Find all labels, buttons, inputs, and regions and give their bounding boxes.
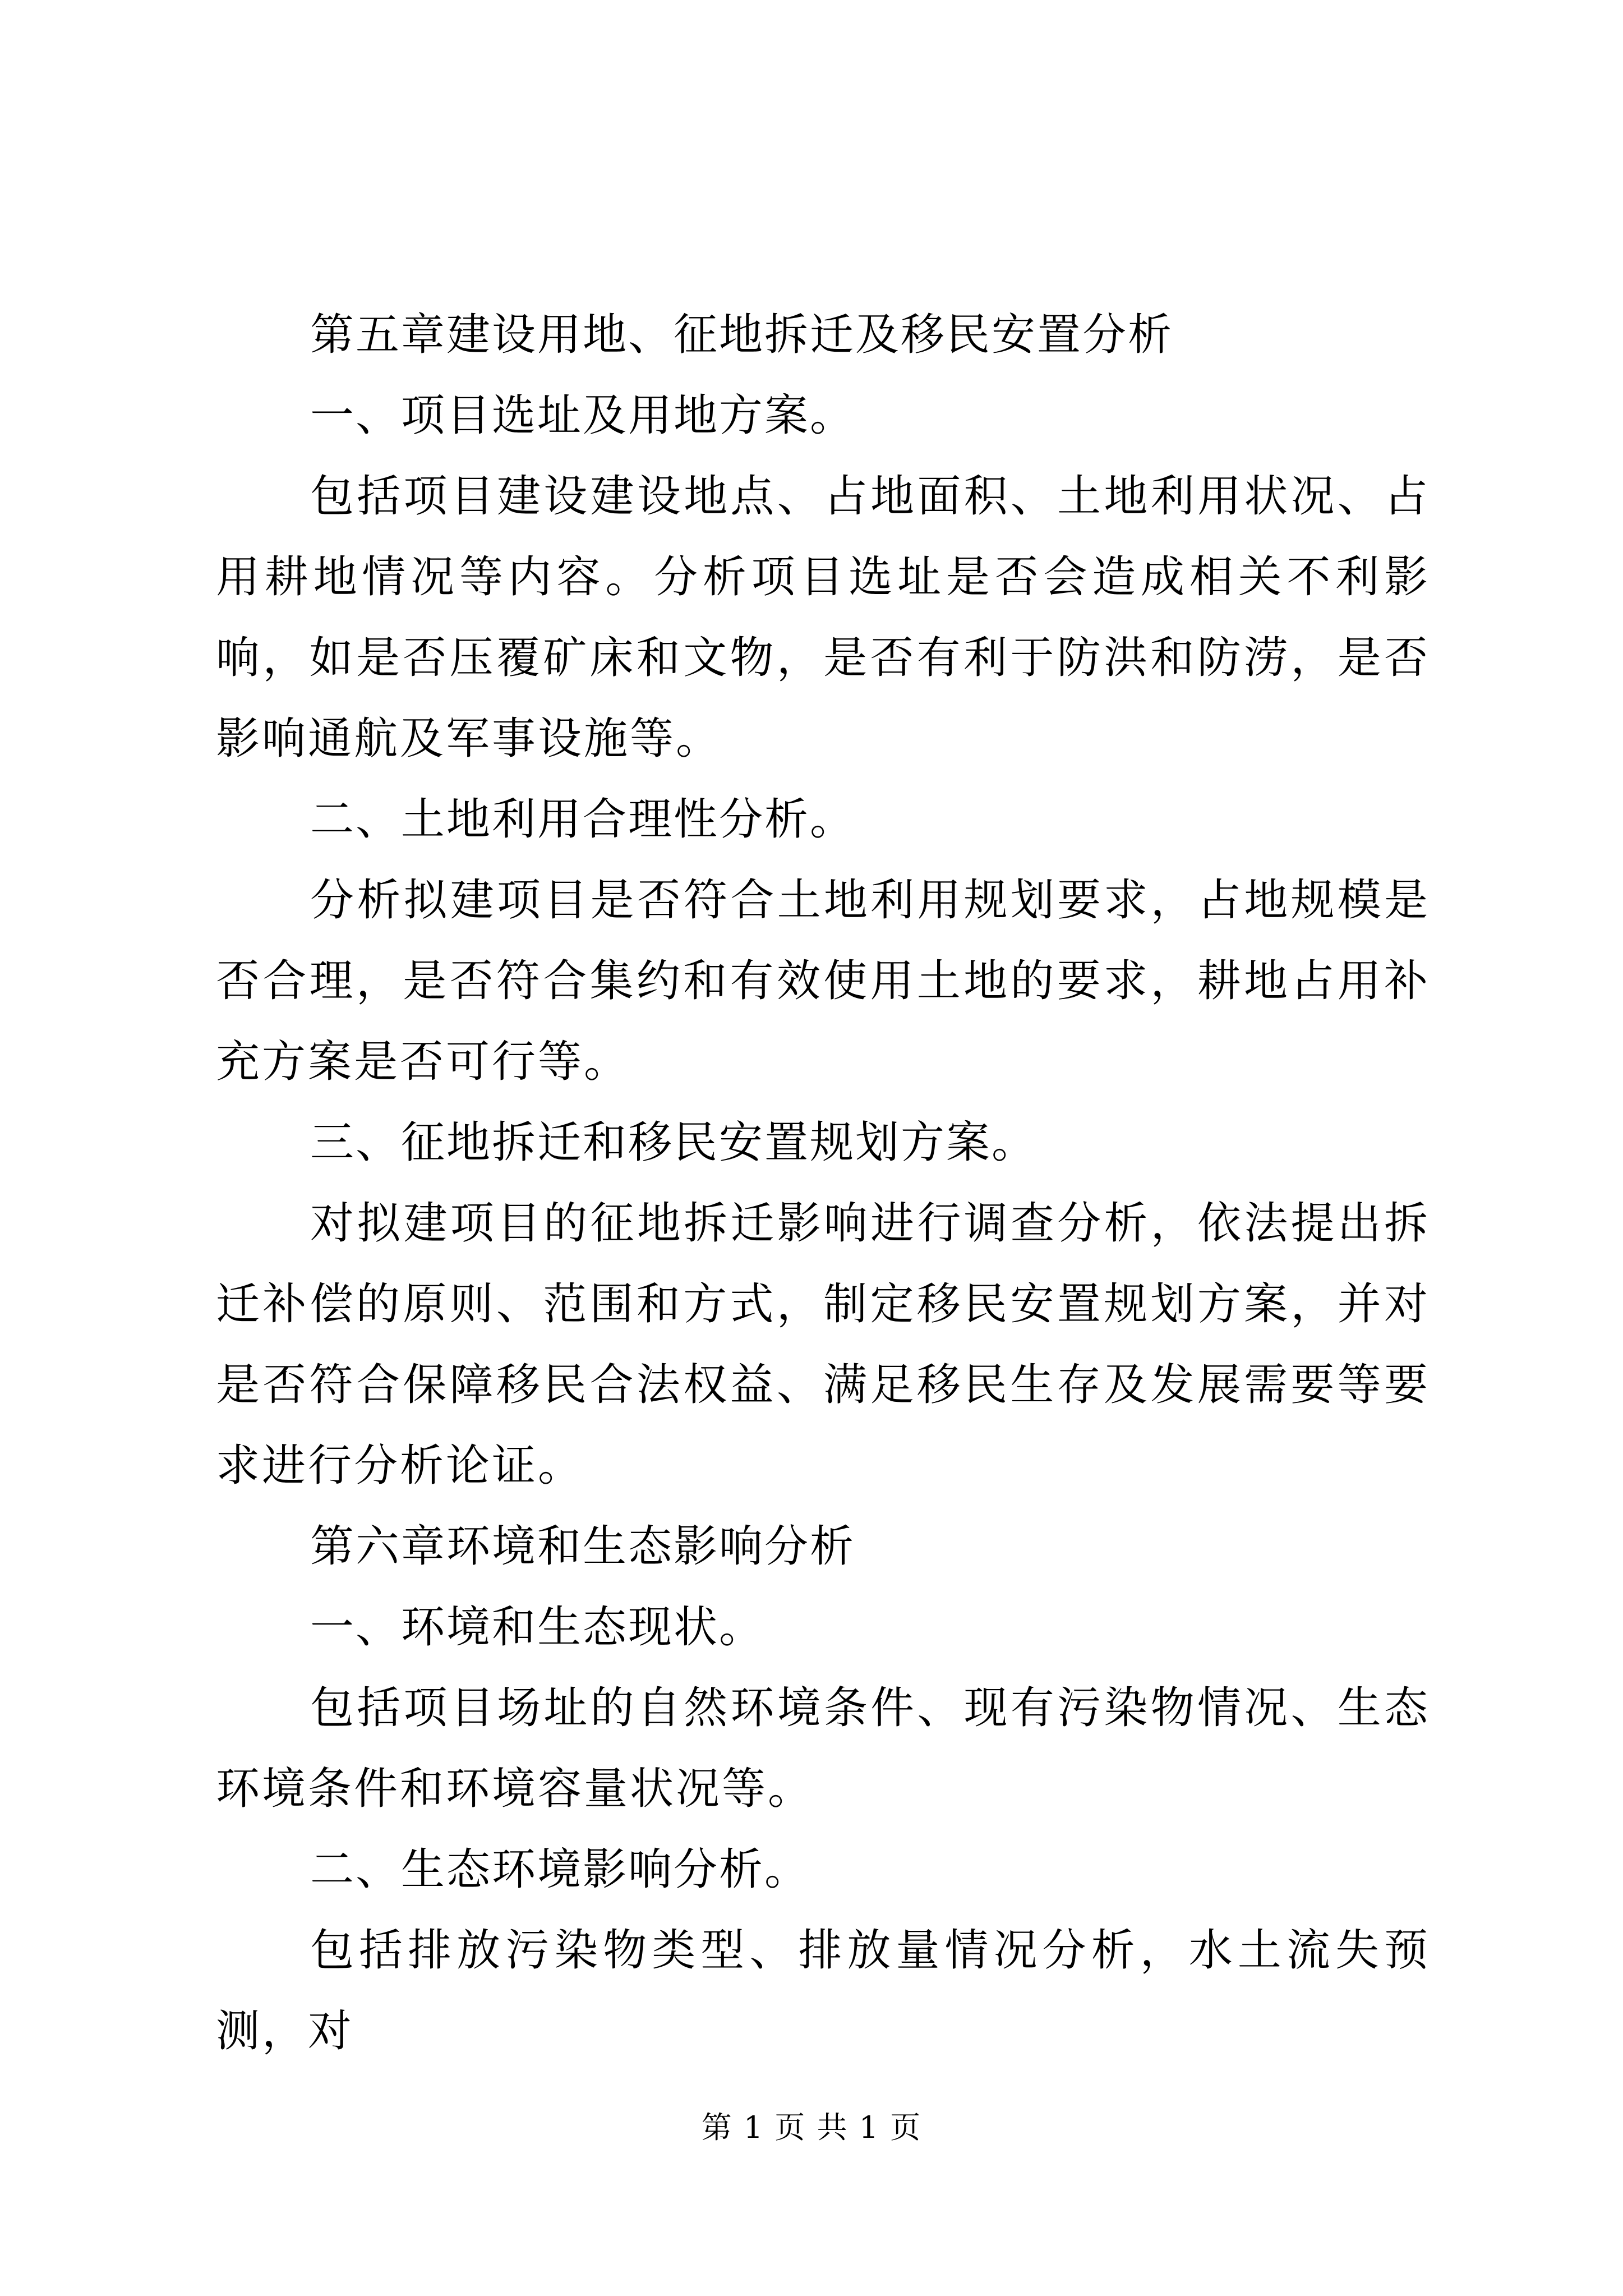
paragraph-eco-impact: 包括排放污染物类型、排放量情况分析，水土流失预测，对 [216,1925,1430,2056]
section-heading-env-1: 一、环境和生态现状。 [310,1602,765,1653]
paragraph-site-selection: 包括项目建设建设地点、占地面积、土地利用状况、占用耕地情况等内容。分析项目选址是否会造成相关不利影响，如是否压覆矿床和文物，是否有利于防洪和防涝，是否影响通航及军事设施等。 [216,471,1430,764]
chapter-5-heading: 第五章建设用地、征地拆迁及移民安置分析 [310,310,1174,360]
section-heading-2: 二、土地利用合理性分析。 [310,794,856,845]
page-footer: 第 1 页 共 1 页 [701,2110,922,2145]
chapter-6-heading: 第六章环境和生态影响分析 [310,1521,856,1572]
section-heading-1: 一、项目选址及用地方案。 [310,390,856,441]
paragraph-land-use: 分析拟建项目是否符合土地利用规划要求，占地规模是否合理，是否符合集约和有效使用土地的要求，耕地占用补充方案是否可行等。 [216,875,1430,1087]
section-heading-3: 三、征地拆迁和移民安置规划方案。 [310,1117,1038,1168]
paragraph-resettlement: 对拟建项目的征地拆迁影响进行调查分析，依法提出拆迁补偿的原则、范围和方式，制定移民安置规划方案，并对是否符合保障移民合法权益、满足移民生存及发展需要等要求进行分析论证。 [216,1198,1430,1491]
section-heading-env-2: 二、生态环境影响分析。 [310,1844,810,1895]
paragraph-env-status: 包括项目场址的自然环境条件、现有污染物情况、生态环境条件和环境容量状况等。 [216,1683,1430,1814]
document-body [216,295,1430,2072]
